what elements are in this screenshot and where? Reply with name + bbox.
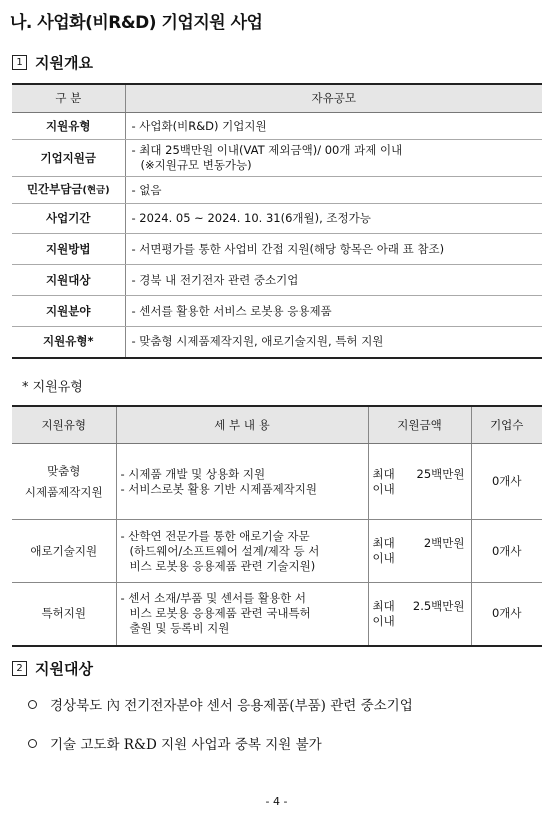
row-label: 지원분야	[12, 296, 125, 327]
row-label	[12, 177, 125, 204]
page-heading: 나. 사업화(비R&D) 기업지원 사업	[10, 13, 263, 33]
table-row	[12, 296, 542, 327]
row-label: 기업지원금	[12, 140, 125, 177]
table-row	[12, 204, 542, 234]
row-value: - 서면평가를 통한 사업비 간접 지원(해당 항목은 아래 표 참조)	[125, 234, 542, 265]
table-row	[12, 140, 542, 177]
detail-line: 비스 로봇용 응용제품 관련 기술지원)	[129, 558, 316, 573]
types-note: * 지원유형	[22, 380, 83, 395]
detail-cell	[116, 583, 368, 646]
table-row	[12, 583, 542, 646]
amount-cell	[368, 583, 471, 646]
detail-cell	[116, 520, 368, 583]
table-row	[12, 265, 542, 296]
bullet-circle-icon	[28, 700, 37, 709]
row-label: 지원유형*	[12, 327, 125, 358]
row-value: - 센서를 활용한 서비스 로봇용 응용제품	[125, 296, 542, 327]
amount-prefix: 최대	[372, 536, 395, 550]
type-cell	[12, 444, 116, 520]
page-number: - 4 -	[265, 795, 288, 808]
section-title-text: 지원대상	[35, 660, 93, 678]
detail-line: - 센서 소재/부품 및 센서를 활용한 서	[120, 591, 306, 606]
amount-suffix: 이내	[372, 481, 395, 496]
value-line: (※지원규모 변동가능)	[140, 158, 252, 172]
bullet-text: 기술 고도화 R&D 지원 사업과 중복 지원 불가	[50, 737, 322, 753]
table-row	[12, 444, 542, 520]
row-value	[125, 140, 542, 177]
row-value: - 2024. 05 ~ 2024. 10. 31(6개월), 조정가능	[125, 204, 542, 234]
section-number-box: 2	[12, 661, 27, 676]
row-label: 사업기간	[12, 204, 125, 234]
amount-suffix: 이내	[372, 551, 395, 565]
support-types-table	[12, 405, 542, 647]
bullet-text: 경상북도 內 전기전자분야 센서 응용제품(부품) 관련 중소기업	[50, 698, 413, 714]
header-cell: 세 부 내 용	[116, 406, 368, 444]
table-row	[12, 177, 542, 204]
table-row	[12, 327, 542, 358]
detail-line: 출원 및 등록비 지원	[129, 621, 230, 636]
bullet-circle-icon	[28, 739, 37, 748]
header-cell: 지원유형	[12, 406, 116, 444]
amount-value: 2백만원	[423, 536, 465, 550]
section-2-title	[12, 658, 93, 679]
detail-line: - 시제품 개발 및 상용화 지원	[120, 466, 266, 481]
section-title-text: 지원개요	[35, 54, 93, 72]
row-value: - 없음	[125, 177, 542, 204]
type-line: 시제품제작지원	[24, 484, 103, 499]
detail-line: - 산학연 전문가를 통한 애로기술 자문	[120, 528, 310, 543]
overview-header-row	[12, 84, 542, 113]
count-cell: 0개사	[471, 520, 542, 583]
row-label: 지원방법	[12, 234, 125, 265]
row-label-text: 민간부담금	[26, 182, 83, 196]
section-1-title	[12, 52, 93, 73]
amount-value: 25백만원	[416, 466, 465, 481]
count-cell: 0개사	[491, 606, 522, 621]
bullet-item	[28, 733, 322, 753]
row-label-small: (현금)	[82, 185, 110, 196]
table-row	[12, 520, 542, 583]
row-label: 지원대상	[12, 265, 125, 296]
type-cell: 특허지원	[12, 583, 116, 646]
amount-suffix: 이내	[372, 613, 395, 628]
type-line: 맞춤형	[47, 463, 81, 478]
overview-table	[12, 83, 542, 359]
table-row	[12, 234, 542, 265]
value-line: - 최대 25백만원 이내(VAT 제외금액)/ 00개 과제 이내	[131, 143, 403, 157]
row-label: 지원유형	[12, 113, 125, 140]
type-cell: 애로기술지원	[12, 520, 116, 583]
detail-line: - 서비스로봇 활용 기반 시제품제작지원	[120, 481, 318, 496]
overview-header-value: 자유공모	[125, 84, 542, 113]
amount-prefix: 최대	[372, 598, 395, 613]
amount-prefix: 최대	[372, 466, 395, 481]
detail-line: (하드웨어/소프트웨어 설계/제작 등 서	[129, 543, 320, 558]
overview-header-label: 구 분	[12, 84, 125, 113]
amount-cell	[368, 520, 471, 583]
detail-line: 비스 로봇용 응용제품 관련 국내특허	[129, 606, 311, 621]
types-header-row	[12, 406, 542, 444]
header-cell: 기업수	[471, 406, 542, 444]
row-value: - 맞춤형 시제품제작지원, 애로기술지원, 특허 지원	[131, 334, 384, 349]
amount-value: 2.5백만원	[412, 598, 465, 613]
count-cell: 0개사	[471, 444, 542, 520]
amount-cell	[368, 444, 471, 520]
detail-cell	[116, 444, 368, 520]
row-value: - 사업화(비R&D) 기업지원	[125, 113, 542, 140]
section-number-box: 1	[12, 55, 27, 70]
header-cell: 지원금액	[368, 406, 471, 444]
table-row	[12, 113, 542, 140]
row-value: - 경북 내 전기전자 관련 중소기업	[125, 265, 542, 296]
bullet-item	[28, 694, 413, 714]
